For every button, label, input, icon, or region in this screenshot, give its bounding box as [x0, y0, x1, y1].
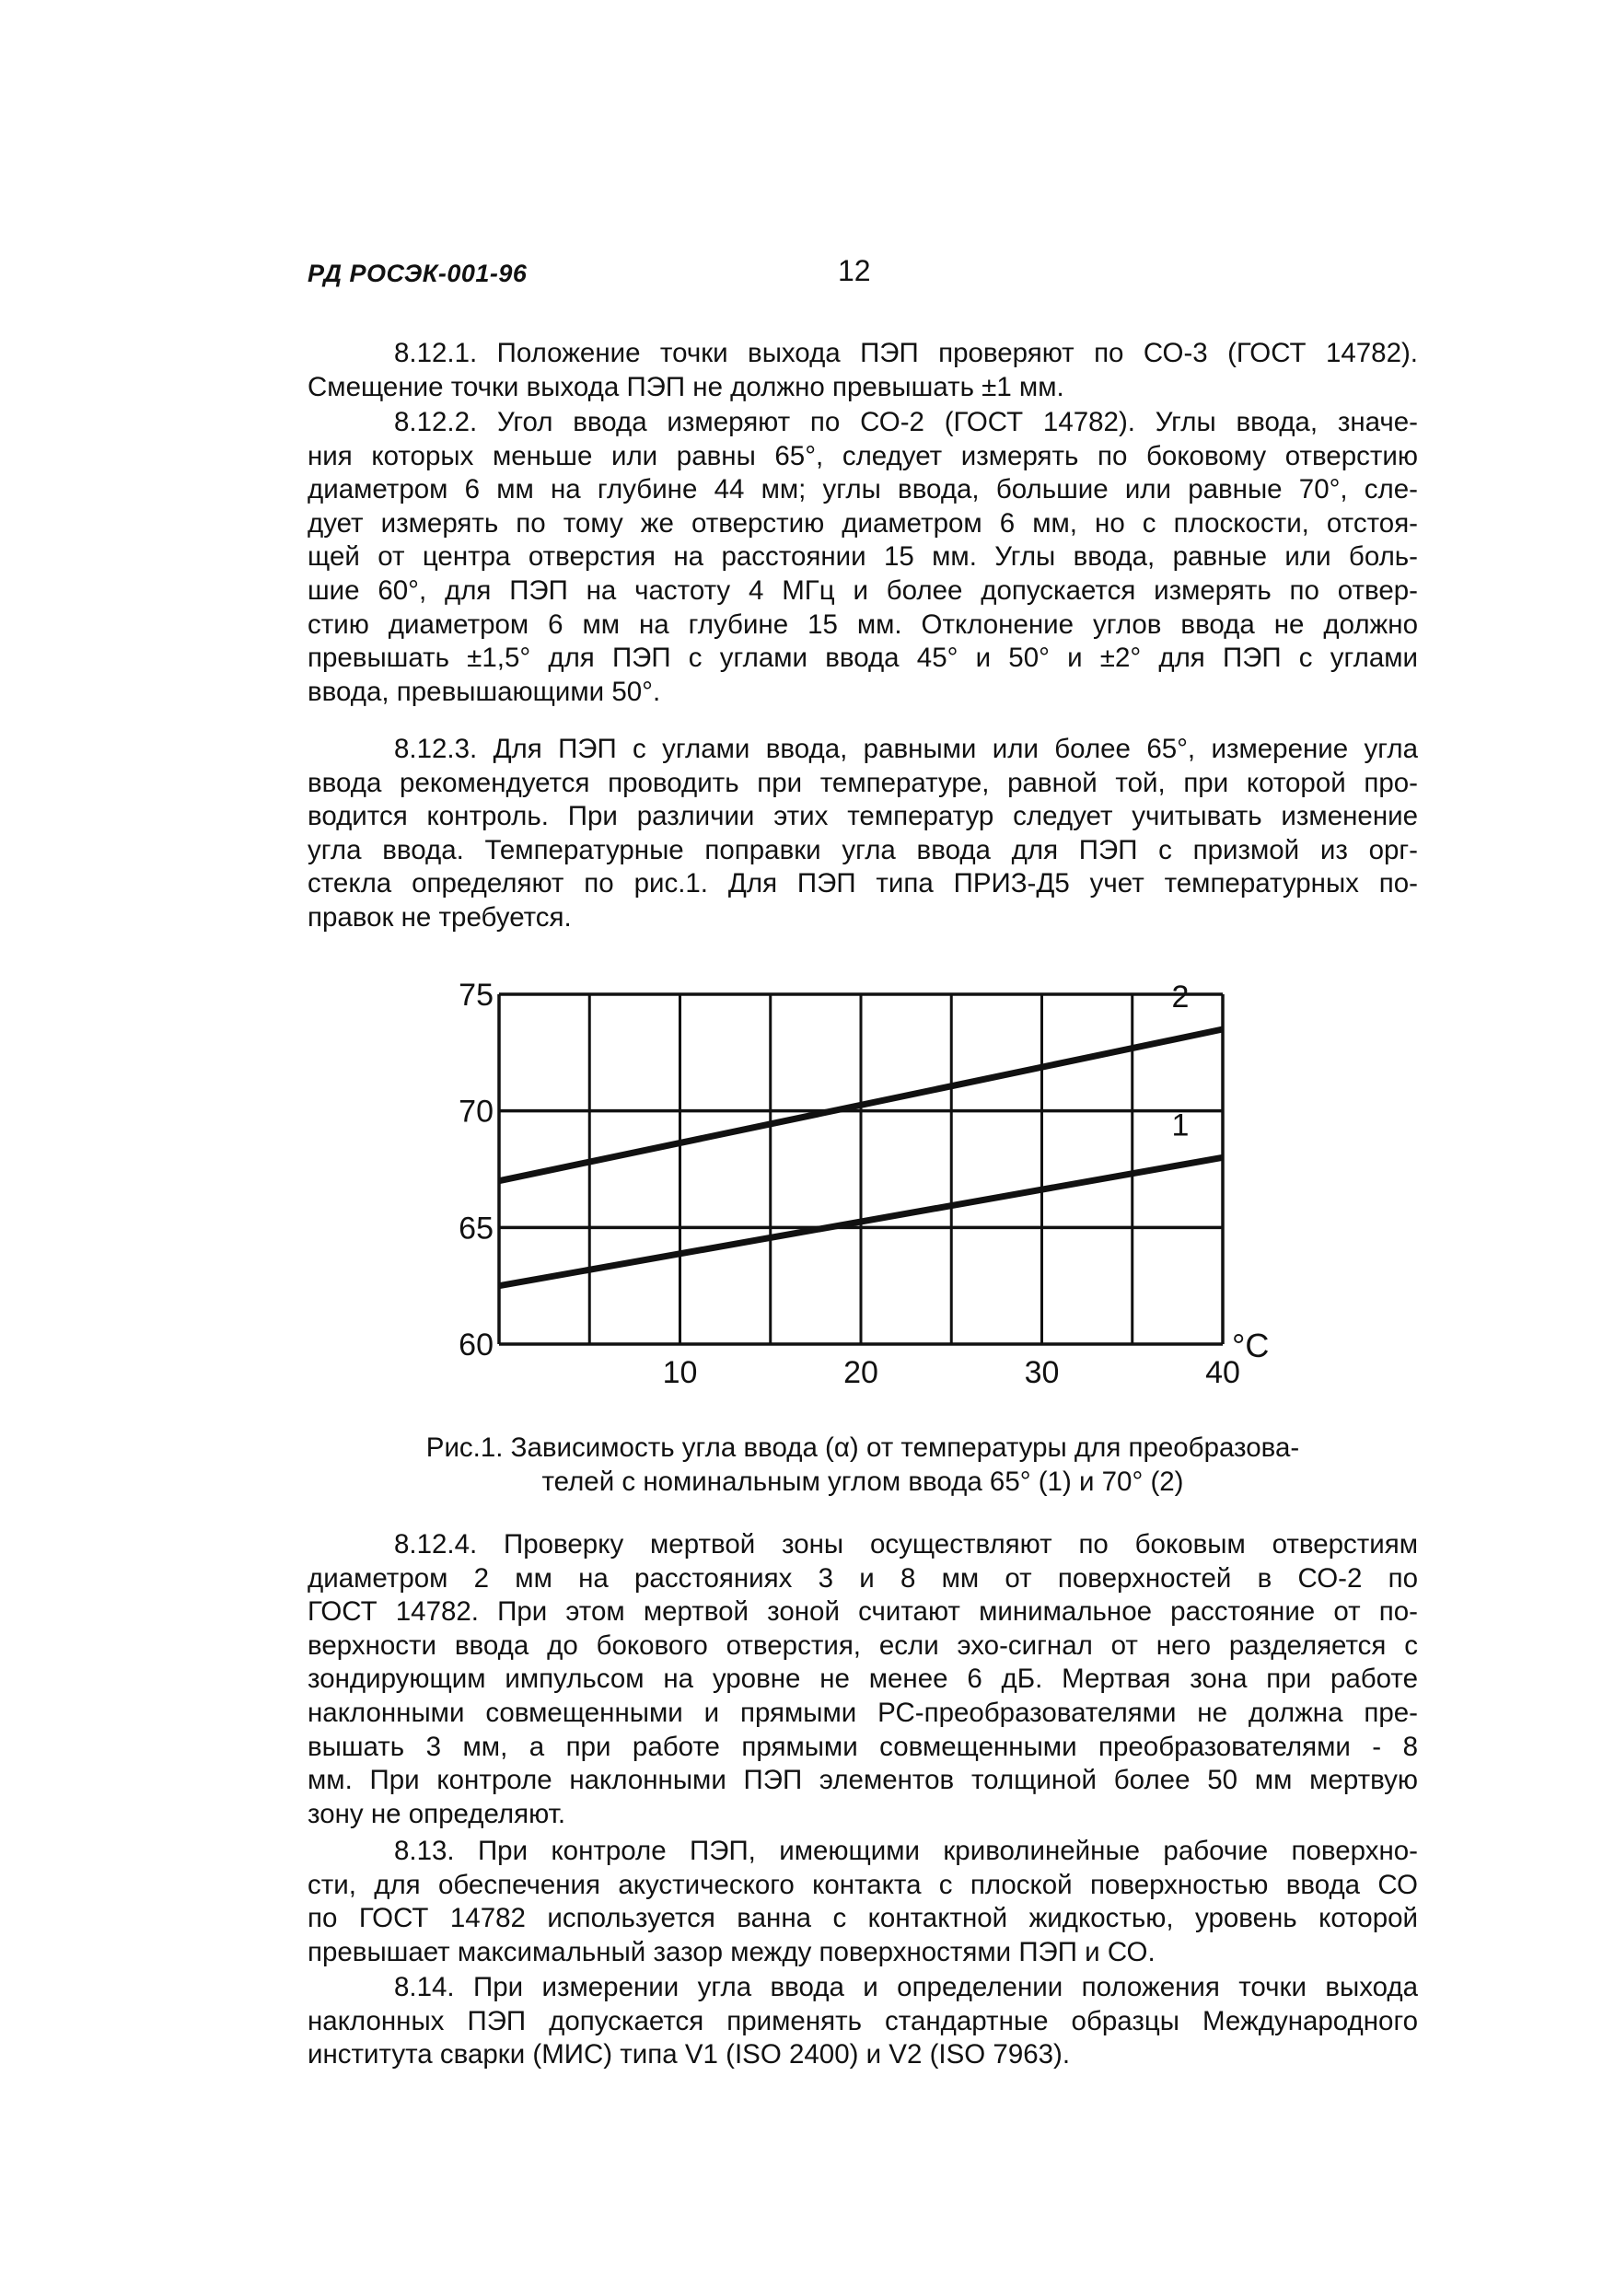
series-label-1: 1 — [1171, 1107, 1190, 1143]
paragraph-8-12-3 — [308, 733, 1418, 935]
paragraph-8-13 — [308, 1835, 1418, 1969]
text-line: водится контроль. При различии этих температур следует учитывать изменение — [308, 801, 1418, 832]
text-line: стекла определяют по рис.1. Для ПЭП типа ПРИЗ-Д5 учет температурных по- — [308, 868, 1418, 899]
temperature-angle-chart — [433, 967, 1280, 1418]
text-line: диаметром 6 мм на глубине 44 мм; углы ввода, большие или равные 70°, сле- — [308, 474, 1418, 505]
text-line: 8.12.3. Для ПЭП с углами ввода, равными или более 65°, измерение угла — [394, 734, 1418, 764]
text-line: угла ввода. Температурные поправки угла ввода для ПЭП с призмой из орг- — [308, 834, 1418, 865]
text-line: 8.12.2. Угол ввода измеряют по СО-2 (ГОСТ 14782). Углы ввода, значе- — [394, 407, 1418, 437]
text-line: диаметром 2 мм на расстояниях 3 и 8 мм от поверхностей в СО-2 по — [308, 1562, 1418, 1594]
text-line: мм. При контроле наклонными ПЭП элементов толщиной более 50 мм мертвую — [308, 1765, 1418, 1796]
text-line: дует измерять по тому же отверстию диаметром 6 мм, но с плоскости, отстоя- — [308, 507, 1418, 539]
y-tick-label: 65 — [459, 1211, 494, 1247]
text-line: превышает максимальный зазор между поверхностями ПЭП и СО. — [308, 1936, 1156, 1967]
text-line: правок не требуется. — [308, 901, 572, 933]
text-line: верхности ввода до бокового отверстия, если эхо-сигнал от него разделяется с — [308, 1629, 1418, 1661]
x-tick-label: 10 — [662, 1355, 698, 1390]
text-line: Смещение точки выхода ПЭП не должно превышать ±1 мм. — [308, 371, 1064, 402]
caption-line: Рис.1. Зависимость угла ввода (α) от температуры для преобразова- — [425, 1432, 1300, 1463]
text-line: ввода, превышающими 50°. — [308, 676, 661, 707]
text-line: 8.13. При контроле ПЭП, имеющими криволинейные рабочие поверхно- — [394, 1836, 1418, 1866]
caption-line: телей с номинальным углом ввода 65° (1) и 70° (2) — [541, 1466, 1184, 1497]
text-line: стию диаметром 6 мм на глубине 15 мм. Отклонение углов ввода не должно — [308, 609, 1418, 640]
paragraph-8-12-4 — [308, 1528, 1418, 1831]
text-line: по ГОСТ 14782 используется ванна с контактной жидкостью, уровень которой — [308, 1903, 1418, 1934]
chart-grid — [499, 994, 1223, 1344]
x-tick-label: 20 — [843, 1355, 878, 1390]
text-line: превышать ±1,5° для ПЭП с углами ввода 45° и 50° и ±2° для ПЭП с углами — [308, 643, 1418, 674]
paragraph-8-12-2 — [308, 406, 1418, 709]
text-line: зондирующим импульсом на уровне не менее 6 дБ. Мертвая зона при работе — [308, 1664, 1418, 1695]
paragraph-8-12-1 — [308, 337, 1418, 404]
paragraph-8-14 — [308, 1971, 1418, 2072]
text-line: шие 60°, для ПЭП на частоту 4 МГц и более допускается измерять по отвер- — [308, 574, 1418, 606]
text-line: наклонными совмещенными и прямыми РС-преобразователями не должна пре- — [308, 1697, 1418, 1728]
text-line: 8.12.4. Проверку мертвой зоны осуществляют по боковым отверстиям — [394, 1529, 1418, 1560]
text-line: института сварки (МИС) типа V1 (ISO 2400) и V2 (ISO 7963). — [308, 2039, 1071, 2070]
page-number: 12 — [838, 254, 871, 287]
page-header-doc-code: РД РОСЭК-001-96 — [308, 260, 528, 287]
x-tick-label: 40 — [1205, 1355, 1240, 1390]
text-line: вышать 3 мм, а при работе прямыми совмещенными преобразователями - 8 — [308, 1731, 1418, 1762]
text-line: ГОСТ 14782. При этом мертвой зоной считают минимальное расстояние от по- — [308, 1596, 1418, 1628]
y-tick-label: 75 — [459, 978, 494, 1013]
x-axis-unit-label: °C — [1232, 1327, 1270, 1364]
text-line: 8.14. При измерении угла ввода и определении положения точки выхода — [394, 1972, 1418, 2002]
text-line: наклонных ПЭП допускается применять стандартные образцы Международного — [308, 2005, 1418, 2036]
text-line: ния которых меньше или равны 65°, следует измерять по боковому отверстию — [308, 440, 1418, 471]
y-tick-label: 70 — [459, 1094, 494, 1130]
figure-caption — [308, 1432, 1418, 1499]
text-line: щей от центра отверстия на расстоянии 15 мм. Углы ввода, равные или боль- — [308, 541, 1418, 573]
text-line: ввода рекомендуется проводить при температуре, равной той, при которой про- — [308, 767, 1418, 798]
series-label-2: 2 — [1171, 980, 1190, 1015]
chart-labels — [459, 978, 1269, 1390]
text-line: сти, для обеспечения акустического контакта с плоской поверхностью ввода СО — [308, 1869, 1418, 1900]
y-tick-label: 60 — [459, 1328, 494, 1363]
text-line: зону не определяют. — [308, 1798, 566, 1829]
x-tick-label: 30 — [1024, 1355, 1060, 1390]
text-line: 8.12.1. Положение точки выхода ПЭП проверяют по СО-3 (ГОСТ 14782). — [394, 338, 1418, 368]
